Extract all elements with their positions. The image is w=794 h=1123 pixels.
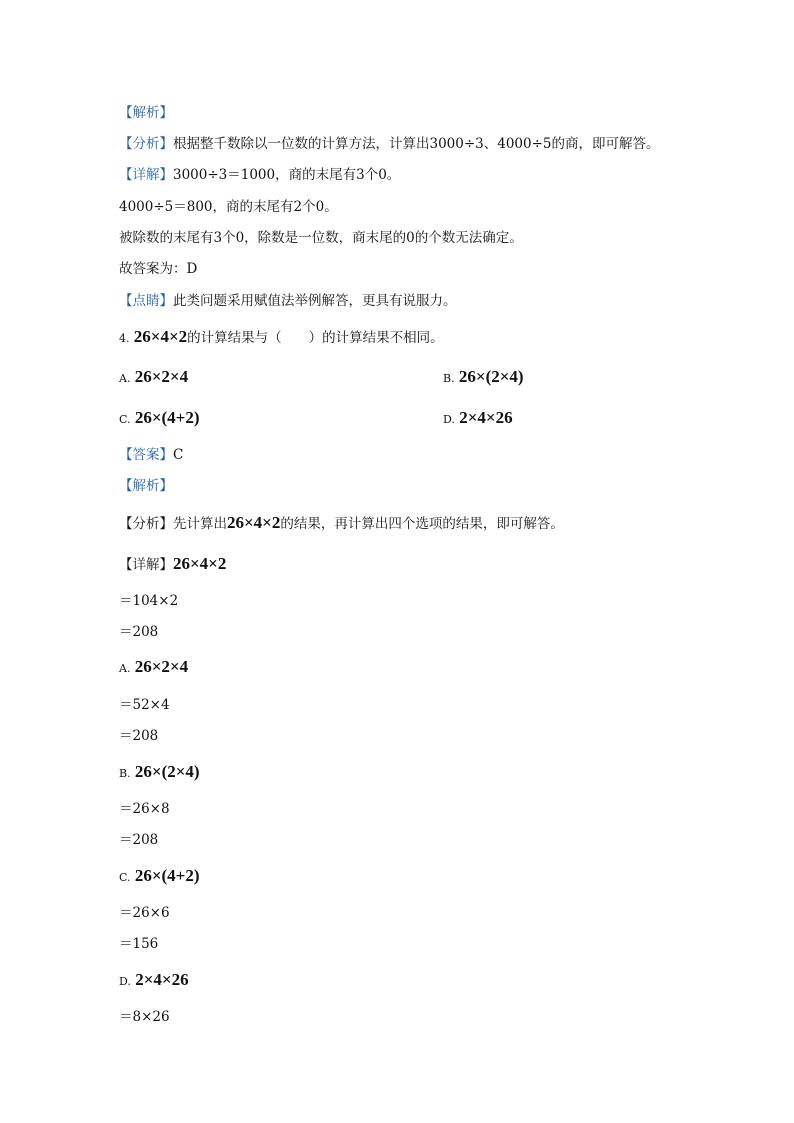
prev-xiangjie-text: 3000÷3＝1000，商的末尾有3个0。 xyxy=(173,167,401,183)
option-c-expression: 26×(4+2) xyxy=(134,408,200,427)
fenxi-post: 的结果，再计算出四个选项的结果，即可解答。 xyxy=(280,516,564,532)
solution-a xyxy=(119,658,188,678)
fenxi-pre: 先计算出 xyxy=(173,516,227,532)
solution-b-expression: 26×(2×4) xyxy=(134,762,200,781)
step-line: ＝52×4 xyxy=(119,697,170,713)
solution-a-expression: 26×2×4 xyxy=(134,657,189,676)
solution-c-expression: 26×(4+2) xyxy=(134,866,200,885)
option-a-expression: 26×2×4 xyxy=(134,367,189,386)
option-a xyxy=(119,368,188,388)
prev-xiangjie-line xyxy=(119,166,400,184)
prev-fenxi-tag: 【分析】 xyxy=(119,136,173,152)
prev-dianjing-text: 此类问题采用赋值法举例解答，更具有说服力。 xyxy=(173,293,457,309)
prev-fenxi-text: 根据整千数除以一位数的计算方法，计算出3000÷3、4000÷5的商，即可解答。 xyxy=(173,136,660,152)
fenxi-expression: 26×4×2 xyxy=(227,513,281,532)
option-d-label: D. xyxy=(443,413,455,426)
solution-c-label: C. xyxy=(119,871,131,884)
question-text: 的计算结果与（ ）的计算结果不相同。 xyxy=(187,330,444,346)
step-line: ＝208 xyxy=(119,728,159,744)
prev-line-3: 被除数的末尾有3个0，除数是一位数，商末尾的0的个数无法确定。 xyxy=(119,230,523,246)
solution-d-label: D. xyxy=(119,975,131,988)
xiangjie-expression: 26×4×2 xyxy=(173,554,227,573)
answer-tag: 【答案】 xyxy=(119,447,173,463)
solution-b-label: B. xyxy=(119,767,131,780)
fenxi-tag: 【分析】 xyxy=(119,516,173,532)
solution-c xyxy=(119,867,200,887)
question-number: 4. xyxy=(119,332,130,345)
xiangjie-tag: 【详解】 xyxy=(119,557,173,573)
solution-a-label: A. xyxy=(119,662,131,675)
prev-jiexi-tag: 【解析】 xyxy=(119,105,173,121)
step-line: ＝156 xyxy=(119,936,159,952)
xiangjie-line xyxy=(119,555,226,574)
prev-answer-line: 故答案为：D xyxy=(119,261,198,277)
solution-d xyxy=(119,971,189,991)
jiexi-tag: 【解析】 xyxy=(119,478,173,494)
option-b-expression: 26×(2×4) xyxy=(458,367,524,386)
option-b-label: B. xyxy=(443,372,455,385)
step-line: ＝8×26 xyxy=(119,1009,170,1025)
answer-value: C xyxy=(173,447,184,463)
answer-line xyxy=(119,446,183,464)
fenxi-line xyxy=(119,514,564,533)
step-line: ＝208 xyxy=(119,624,159,640)
prev-xiangjie-tag: 【详解】 xyxy=(119,167,173,183)
option-d xyxy=(443,409,513,429)
prev-dianjing-line xyxy=(119,292,457,310)
prev-dianjing-tag: 【点睛】 xyxy=(119,293,173,309)
step-line: ＝104×2 xyxy=(119,593,179,609)
option-a-label: A. xyxy=(119,372,131,385)
step-line: ＝26×6 xyxy=(119,905,170,921)
option-d-expression: 2×4×26 xyxy=(459,408,513,427)
step-line: ＝208 xyxy=(119,832,159,848)
solution-b xyxy=(119,763,200,783)
question-4 xyxy=(119,328,444,348)
solution-d-expression: 2×4×26 xyxy=(135,970,189,989)
option-c xyxy=(119,409,200,429)
option-c-label: C. xyxy=(119,413,131,426)
step-line: ＝26×8 xyxy=(119,801,170,817)
prev-line-2: 4000÷5＝800，商的末尾有2个0。 xyxy=(119,199,338,215)
question-expression: 26×4×2 xyxy=(133,327,188,346)
option-b xyxy=(443,368,524,388)
prev-fenxi-line xyxy=(119,135,660,153)
